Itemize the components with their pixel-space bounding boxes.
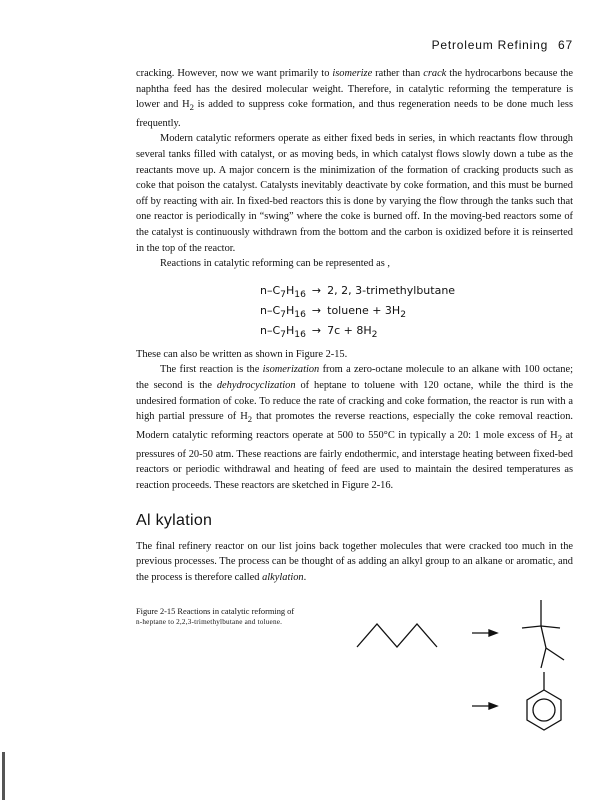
arrow-2	[472, 703, 497, 709]
reaction-arrow: →	[311, 323, 322, 337]
scan-edge-mark	[2, 752, 5, 800]
running-header-title: Petroleum Refining	[431, 38, 549, 52]
arrow-1	[472, 630, 497, 636]
reaction-arrow: →	[311, 303, 322, 317]
toluene-structure	[527, 672, 561, 730]
trimethylbutane-skeleton	[522, 600, 564, 668]
n-heptane-skeleton	[357, 624, 437, 647]
dehydrocyclization-term: dehydrocyclization	[216, 379, 296, 391]
isomerize-term: isomerize	[332, 68, 373, 79]
figure-caption-subtitle: n-heptane to 2,2,3-trimethylbutane and toluene.	[136, 618, 283, 626]
equation-2: $n-C_7H_{16}$ → toluene + $3H_2$	[260, 303, 407, 320]
paragraph-1: cracking. However, now we want primarily to isomerize rather than crack the hydrocarbons because the naphtha feed has the desired molecular weight. Therefore, in catalytic reforming the temperature is lower and $H_2$ is added to suppress coke formation, and thus regeneration needs to be done much less frequently.	[136, 68, 573, 129]
equation-1: $n-C_7H_{16} \to 2$, 2, 3-trimethylbutane	[260, 283, 456, 300]
crack-term: crack	[423, 68, 447, 79]
section-heading: Al kylation	[136, 512, 213, 530]
reaction-arrow: →	[311, 283, 322, 297]
paragraph-6: The final refinery reactor on our list joins back together molecules that were cracked too much in the previous processes. The process can be thought of as adding an alkyl group to an alkane or aromatic, and the process is therefore called alkylation.	[136, 540, 573, 584]
alkylation-term: alkylation	[262, 572, 304, 584]
equation-3: $n-C_7H_{16} \to 7c + 8H_2$	[260, 323, 378, 340]
isomerization-term: isomerization	[262, 364, 320, 376]
paragraph-2: Modern catalytic reformers operate as either fixed beds in series, in which reactants flow through several tanks filled with catalyst, or as moving beds, in which catalyst flows slowly down a tube as the reactants move up. A major concern is the minimization of the formation of cracking products such as coke that poison the catalyst. Catalysts inevitably deactivate by coke formation, and this must be burned off by reacting with air. In fixed-bed reactors this is done by varying the flow through the tanks such that one reactor is periodically in “swing” where the coke is burned off. In the moving-bed reactors some of the catalyst is continuously withdrawn from the bottom and the carbon is oxidized before it is reinserted in the top of the reactor.	[136, 133, 573, 254]
figure-caption-title: Figure 2-15 Reactions in catalytic reforming of	[136, 607, 295, 616]
paragraph-5: The first reaction is the isomerization from a zero-octane molecule to an alkane with 100 octane; the second is the dehydrocyclization of heptane to toluene with 120 octane, while the third is the undesired formation of coke. To reduce the rate of cracking and coke formation, the reactor is run with a high partial pressure of $H_2$ that promotes the reverse reactions, especially the coke removal reaction. Modern catalytic reforming reactors operate at 500 to 550°C in typically a 20: 1 mole excess of $H_2$ at pressures of 20-50 atm. These reactions are fairly endothermic, and interstage heating between fixed-bed reactors or periodic withdrawal and heating of feed are used to maintain the desired temperatures as reaction proceeds. These reactors are sketched in Figure 2-16.	[136, 364, 574, 491]
page-number: 67	[558, 38, 573, 52]
paragraph-3: Reactions in catalytic reforming can be represented as ,	[160, 258, 390, 270]
paragraph-4: These can also be written as shown in Figure 2-15.	[136, 348, 348, 360]
